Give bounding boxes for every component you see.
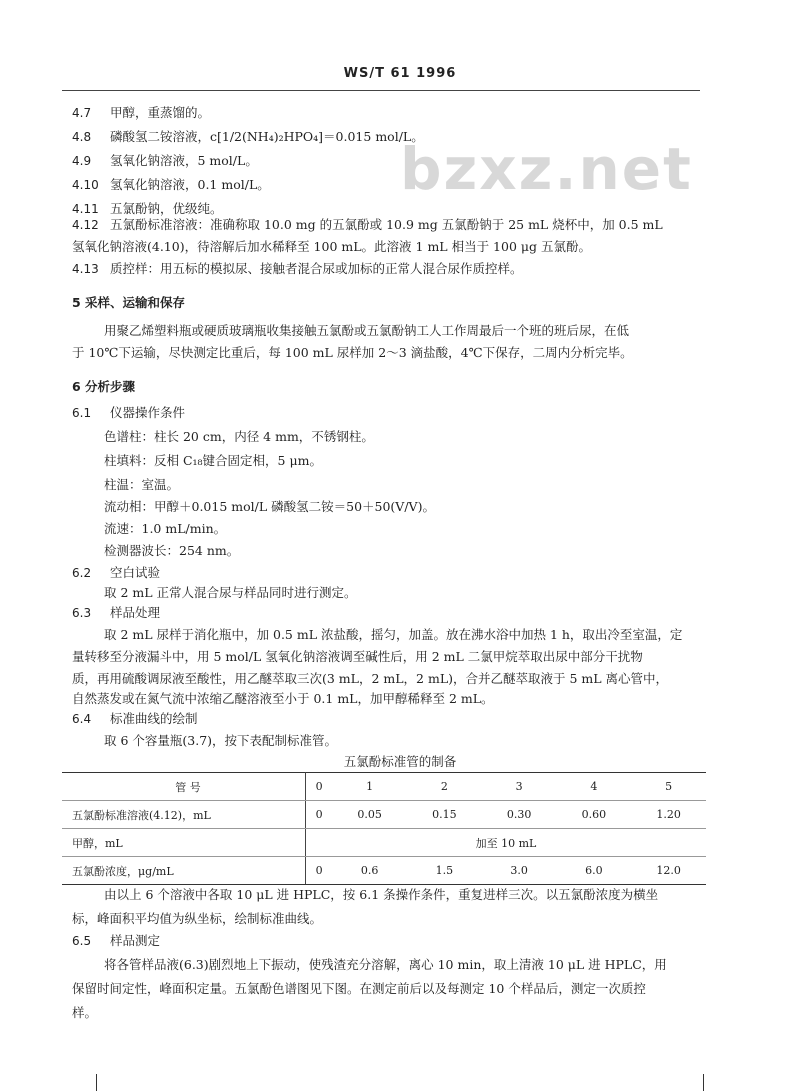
- subsection-6-3: 6.3 样品处理: [72, 605, 161, 620]
- table-cell: 2: [407, 773, 482, 801]
- subsection-6-1: 6.1 仪器操作条件: [72, 405, 186, 420]
- table-cell: 5: [631, 773, 706, 801]
- list-item: 4.7 甲醇，重蒸馏的。: [72, 105, 211, 120]
- table-cell: 0.6: [332, 857, 407, 885]
- subsection-6-3-line: 取 2 mL 尿样于消化瓶中，加 0.5 mL 浓盐酸，摇匀，加盖。放在沸水浴中加热 1 h，取出冷至室温，定: [104, 627, 683, 642]
- section-5-paragraph-line: 于 10℃下运输，尽快测定比重后，每 100 mL 尿样加 2～3 滴盐酸，4℃下保存，二周内分析完毕。: [72, 345, 633, 360]
- subsection-6-3-line: 自然蒸发或在氮气流中浓缩乙醚溶液至小于 0.1 mL，加甲醇稀释至 2 mL。: [72, 691, 494, 706]
- table-row-label: 五氯酚浓度，μg/mL: [62, 857, 306, 885]
- table-cell: 3.0: [482, 857, 557, 885]
- condition-item: 柱温：室温。: [104, 477, 180, 492]
- subsection-6-3-line: 量转移至分液漏斗中，用 5 mol/L 氢氧化钠溶液调至碱性后，用 2 mL 二氯甲烷萃取出尿中部分干扰物: [72, 649, 643, 664]
- table-cell: 0.05: [332, 801, 407, 829]
- table-cell: 0: [306, 773, 333, 801]
- list-item: 4.8 磷酸氢二铵溶液，c[1/2(NH₄)₂HPO₄]＝0.015 mol/L。: [72, 129, 424, 144]
- list-item: 4.11 五氯酚钠，优级纯。: [72, 201, 223, 216]
- table-cell: 4: [556, 773, 631, 801]
- figure-frame-top: [96, 1074, 704, 1091]
- section-5-paragraph-line: 用聚乙烯塑料瓶或硬质玻璃瓶收集接触五氯酚或五氯酚钠工人工作周最后一个班的班后尿，在低: [104, 323, 630, 338]
- subsection-6-2: 6.2 空白试验: [72, 565, 161, 580]
- subsection-6-2-text: 取 2 mL 正常人混合尿与样品同时进行测定。: [104, 585, 357, 600]
- after-table-line: 由以上 6 个溶液中各取 10 μL 进 HPLC，按 6.1 条操作条件，重复进样三次。以五氯酚浓度为横坐: [104, 887, 659, 902]
- subsection-6-5-line: 将各管样品液(6.3)剧烈地上下振动，使残渣充分溶解，离心 10 min，取上清液 10 μL 进 HPLC，用: [104, 957, 667, 972]
- watermark: bzxz.net: [400, 135, 693, 203]
- header-rule: [62, 90, 700, 91]
- table-cell: 6.0: [556, 857, 631, 885]
- table-cell: 0.15: [407, 801, 482, 829]
- table-header-row: [62, 773, 706, 801]
- table-row-label: 甲醇，mL: [62, 829, 306, 857]
- subsection-6-5-line: 保留时间定性，峰面积定量。五氯酚色谱图见下图。在测定前后以及每测定 10 个样品后，测定一次质控: [72, 981, 646, 996]
- table-row: [62, 829, 706, 857]
- condition-item: 柱填料：反相 C₁₈键合固定相，5 μm。: [104, 453, 322, 468]
- table-cell: 12.0: [631, 857, 706, 885]
- table-cell: 0.30: [482, 801, 557, 829]
- table-cell: 0.60: [556, 801, 631, 829]
- subsection-6-4: 6.4 标准曲线的绘制: [72, 711, 198, 726]
- after-table-line: 标，峰面积平均值为纵坐标，绘制标准曲线。: [72, 911, 323, 926]
- table-cell: 0: [306, 857, 333, 885]
- table-row: [62, 857, 706, 885]
- subsection-6-5-line: 样。: [72, 1005, 98, 1020]
- page-header: WS/T 61 1996: [343, 66, 457, 81]
- table-row: [62, 801, 706, 829]
- condition-item: 检测器波长：254 nm。: [104, 543, 240, 558]
- section-5-title: 5 采样、运输和保存: [72, 295, 186, 310]
- table-row-label: 五氯酚标准溶液(4.12)，mL: [62, 801, 306, 829]
- subsection-6-4-text: 取 6 个容量瓶(3.7)，按下表配制标准管。: [104, 733, 338, 748]
- list-item: 4.10 氢氧化钠溶液，0.1 mol/L。: [72, 177, 270, 192]
- condition-item: 流动相：甲醇＋0.015 mol/L 磷酸氢二铵＝50＋50(V/V)。: [104, 499, 435, 514]
- table-cell: 3: [482, 773, 557, 801]
- table-caption: 五氯酚标准管的制备: [343, 754, 457, 769]
- section-6-title: 6 分析步骤: [72, 379, 136, 394]
- list-item: 4.9 氢氧化钠溶液，5 mol/L。: [72, 153, 258, 168]
- list-item-continuation: 氢氧化钠溶液(4.10)，待溶解后加水稀释至 100 mL。此溶液 1 mL 相当于 100 μg 五氯酚。: [72, 239, 591, 254]
- table-cell: 0: [306, 801, 333, 829]
- list-item: 4.12 五氯酚标准溶液：准确称取 10.0 mg 的五氯酚或 10.9 mg 五氯酚钠于 25 mL 烧杯中，加 0.5 mL: [72, 217, 663, 232]
- table-cell: 1.5: [407, 857, 482, 885]
- condition-item: 流速：1.0 mL/min。: [104, 521, 227, 536]
- table-cell: 加至 10 mL: [306, 829, 707, 857]
- table-cell: 1.20: [631, 801, 706, 829]
- subsection-6-5: 6.5 样品测定: [72, 933, 161, 948]
- table-header-label: 管 号: [62, 773, 306, 801]
- subsection-6-3-line: 质，再用硫酸调尿液至酸性，用乙醚萃取三次(3 mL，2 mL，2 mL)，合并乙醚萃取液于 5 mL 离心管中，: [72, 671, 669, 686]
- standard-tubes-table: [62, 772, 706, 885]
- condition-item: 色谱柱：柱长 20 cm，内径 4 mm，不锈钢柱。: [104, 429, 374, 444]
- list-item: 4.13 质控样：用五标的模拟尿、接触者混合尿或加标的正常人混合尿作质控样。: [72, 261, 523, 276]
- table-cell: 1: [332, 773, 407, 801]
